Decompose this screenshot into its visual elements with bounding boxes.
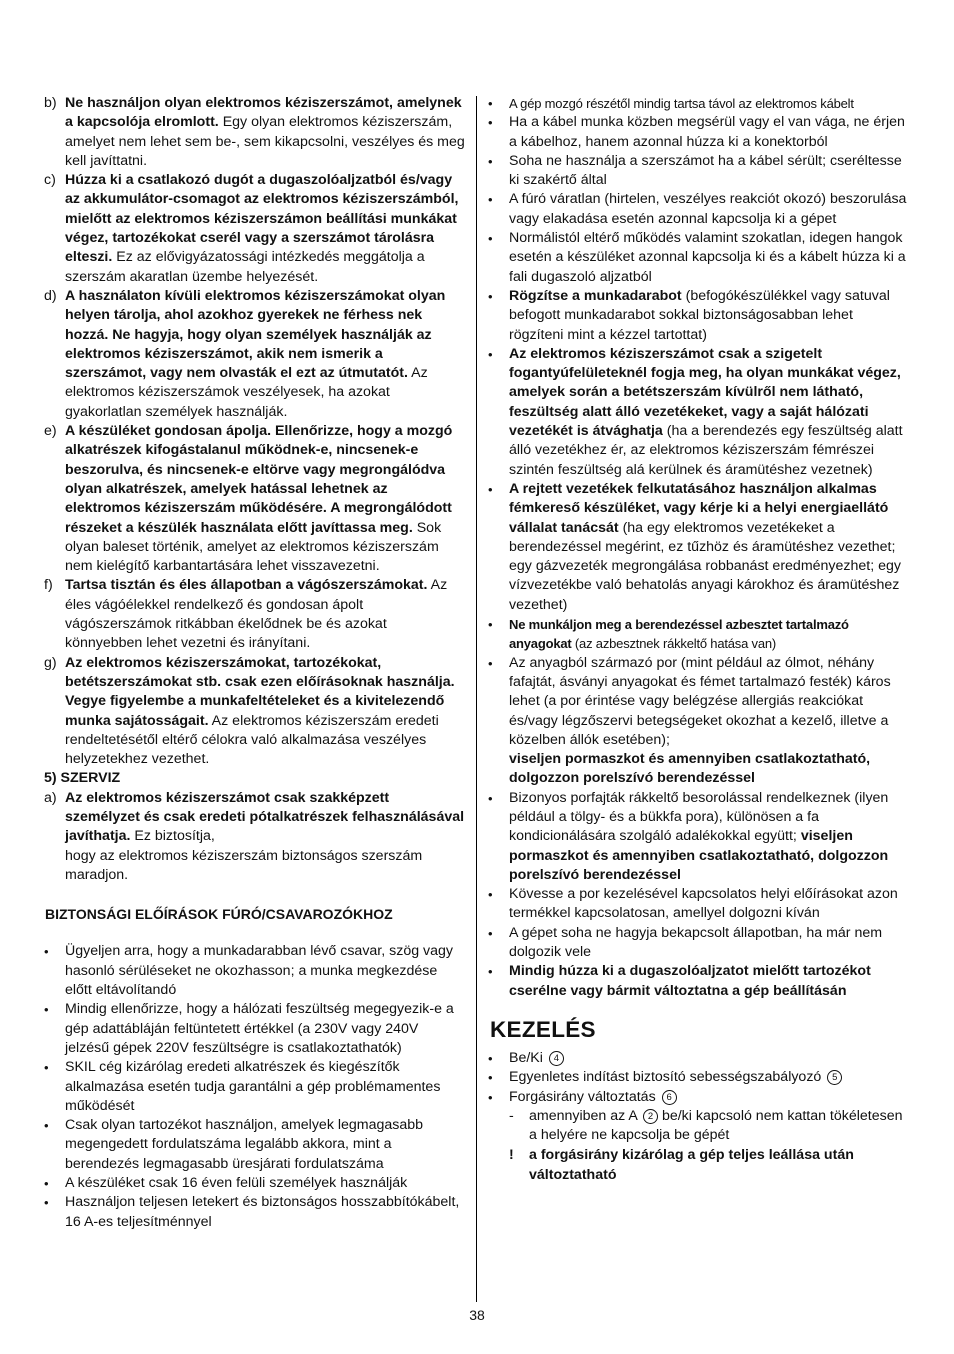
list-item-text: Ha a kábel munka közben megsérül vagy el van vága, ne érjen a kábelhoz, hanem azonnal húzza ki a konektorból [509, 114, 905, 150]
list-item-text: A fúró váratlan (hirtelen, veszélyes reakciót okozó) beszorulása vagy elakadása esetén azonnal kapcsolja ki a gépet [509, 191, 907, 227]
sub-item-text-2: be/ki kapcsoló nem kattan tökéletesen a helyére ne kapcsolja be gépét [529, 1107, 903, 1144]
list-item [44, 1116, 466, 1174]
service-heading: 5) SZERVIZ [44, 770, 121, 787]
list-item-text: Normálistól eltérő működés valamint szokatlan, idegen hangok esetén a készüléket azonnal kapcsolja ki és a kábelt húzza ki a fali dugaszoló aljzatból [509, 230, 906, 285]
list-item-text: Használjon teljesen letekert és biztonságos hosszabbítókábelt, 16 A-es teljesítménnyel [65, 1194, 460, 1230]
list-item [488, 287, 910, 345]
item-marker: g) [44, 654, 57, 671]
list-item-text: Bizonyos porfajták rákkeltő besorolással rendelkeznek (ilyen például a tölgy- és a bükkfa pora), különösen a fa kondicionálására szolgáló adalékokkal együtt; [509, 789, 889, 845]
item-a-bold: Az elektromos kéziszerszámot csak szakképzett személyzet és csak eredeti pótalkatrészek felhasználásával javíthatja. [65, 789, 465, 845]
bullet-glyph: • [488, 96, 493, 111]
list-item [488, 962, 910, 1001]
item-e-text: Sok olyan baleset történik, amelyet az elektromos kéziszerszám nem kielégítő karbantartására lehet visszavezetni. [65, 519, 442, 575]
warning-item [488, 1146, 910, 1185]
list-item-text: (ha egy elektromos vezetékeket a berendezéssel megérint, ez tűzhöz és áramütéshez vezethet; egy gázvezeték megrongálása robbanást eredményezhet; egy vízvezetékbe való behatolás anyagi károkhoz és áramütéshez vezethet) [509, 519, 901, 613]
bullet-glyph: • [44, 1176, 49, 1192]
list-item-d [44, 287, 466, 422]
drill-safety-list [44, 942, 466, 1231]
list-item-text: Egyenletes indítást biztosító sebességszabályozó [509, 1069, 822, 1086]
callout-number: 2 [643, 1109, 658, 1124]
bullet-glyph: • [488, 925, 493, 941]
list-item-bold: Rögzítse a munkadarabot [509, 287, 682, 304]
list-item-bold: Mindig húzza ki a dugaszolóaljzatot mielőtt tartozékot cserélne vagy bármit változtatna a gép beállításán [509, 963, 871, 999]
column-divider [476, 96, 477, 1302]
list-item [488, 1068, 910, 1087]
list-item-text: (befogókészülékkel vagy satuval befogott munkadarabot sokkal biztonságosabban lehet rögzíteni mint a kézzel tartottat) [509, 287, 890, 343]
list-item [488, 789, 910, 885]
bullet-glyph: • [488, 481, 493, 497]
bullet-glyph: • [488, 115, 493, 131]
list-item [488, 654, 910, 789]
list-item-b [44, 94, 466, 171]
list-item-bold: viseljen pormaszkot és amennyiben csatlakoztatható, dolgozzon porelszívó berendezéssel [509, 828, 889, 883]
list-item-bold: Ne munkáljon meg a berendezéssel azbesztet tartalmazó anyagokat [509, 617, 849, 652]
list-item-text: Mindig ellenőrizze, hogy a hálózati feszültség megegyezik-e a gép adattábláján feltüntetett értékkel (a 230V vagy 240V jelzésű gépek 220V feszültségre is csatlakoztathatók) [65, 1001, 454, 1056]
bullet-glyph: • [488, 887, 493, 903]
list-item-text: Csak olyan tartozékot használjon, amelyek legmagasabb megengedett fordulatszáma legalább akkora, mint a berendezés legmagasabb üresjárati fordulatszáma [65, 1117, 424, 1172]
bullet-glyph: • [44, 1002, 49, 1018]
item-f-bold: Tartsa tisztán és éles állapotban a vágószerszámokat. [65, 577, 428, 594]
list-item-text: SKIL cég kizárólag eredeti alkatrészek és kiegészítők alkalmazása esetén tudja garantálni a gép problémamentes működését [65, 1059, 441, 1114]
item-marker: a) [44, 789, 57, 806]
item-marker: d) [44, 287, 57, 304]
list-item [488, 480, 910, 615]
item-b-text: Egy olyan elektromos kéziszerszám, amelyet nem lehet sem be-, sem kikapcsolni, veszélyes és meg kell javíttatni. [65, 114, 465, 169]
item-c-bold: Húzza ki a csatlakozó dugót a dugaszolóaljzatból és/vagy az akkumulátor-csomagot az elektromos kéziszerszámból, mielőtt az elektromos kéziszerszámon beállítási munkákat végez, tartozékokat cserél vagy a szerszámot tárolásra elteszi. [65, 172, 459, 266]
list-item [44, 942, 466, 1000]
list-item-c [44, 171, 466, 287]
list-item [488, 924, 910, 963]
drill-safety-heading: BIZTONSÁGI ELŐÍRÁSOK FÚRÓ/CSAVAROZÓKHOZ [45, 906, 393, 923]
bullet-glyph: • [488, 231, 493, 247]
list-item-text: A gép mozgó részétől mindig tartsa távol az elektromos kábelt [509, 96, 854, 111]
warning-text: a forgásirány kizárólag a gép teljes leállása után változtatható [529, 1147, 854, 1183]
item-marker: e) [44, 423, 57, 440]
callout-number: 6 [662, 1090, 677, 1105]
list-item-text: Az anyagból származó por (mint például az ólmot, néhány fafajtát, ásványi anyagokat és fémet tartalmazó festék) káros lehet (a por érintése vagy belégzése allergiás reakciókat és/vagy légzőszervi betegségeket okozhat a kezelő, illetve a közelben állók esetében); [509, 654, 891, 748]
left-column [44, 94, 466, 1232]
sub-item [488, 1107, 910, 1146]
list-item [488, 152, 910, 191]
bullet-glyph: • [488, 1050, 493, 1066]
item-b-bold: Ne használjon olyan elektromos kéziszerszámot, amelynek a kapcsolója elromlott. [65, 95, 462, 131]
list-item-a [44, 789, 466, 885]
callout-number: 4 [549, 1051, 564, 1066]
callout-number: 5 [827, 1070, 842, 1085]
item-a-text-2: hogy az elektromos kéziszerszám biztonságos szerszám maradjon. [65, 847, 423, 883]
list-item [488, 615, 910, 654]
list-item-text: (ha a berendezés egy feszültség alatt álló vezetékhez ér, az elektromos kéziszerszám fémrészei szintén feszültség alá kerülnek és áramütéshez vezetnek) [509, 423, 903, 478]
list-item-text: (az azbesztnek rákkeltő hatása van) [571, 636, 777, 652]
list-item-bold: Az elektromos kéziszerszámot csak a szigetelt fogantyúfelületeknél fogja meg, ha olyan munkákat végez, amelyek során a betétszerszám kívülről nem látható, feszültség alatt álló vezetékeket, vagy a saját hálózati vezetékét is átvághatja [509, 345, 901, 440]
list-item-text: A készüléket csak 16 éven felüli személyek használják [65, 1175, 408, 1192]
list-item [488, 229, 910, 287]
list-item [488, 190, 910, 229]
warning-glyph: ! [509, 1147, 514, 1164]
list-item-text: Soha ne használja a szerszámot ha a kábel sérült; cseréltesse ki szakértő által [509, 152, 902, 189]
bullet-glyph: • [488, 1070, 493, 1086]
list-item-bold: A rejtett vezetékek felkutatásához használjon alkalmas fémkereső készüléket, vagy kérje ki a helyi energiaellátó vállalat tanácsát [509, 480, 889, 536]
list-item [44, 1174, 466, 1193]
bullet-glyph: • [488, 617, 493, 633]
list-item [488, 94, 910, 113]
list-item [44, 1193, 466, 1232]
bullet-glyph: • [488, 153, 493, 169]
list-item [44, 1058, 466, 1116]
bullet-glyph: • [488, 655, 493, 671]
page-number: 38 [469, 1307, 485, 1323]
item-f-text: Az éles vágóélekkel rendelkező és gondosan ápolt vágószerszámok ritkábban ékelődnek be és azokat könnyebben lehet vezetni és irányítani. [65, 577, 448, 652]
bullet-glyph: • [488, 964, 493, 980]
bullet-glyph: • [44, 1060, 49, 1076]
list-item-text: Kövesse a por kezelésével kapcsolatos helyi előírásokat azon termékkel kapcsolatosan, amellyel dolgozni kíván [509, 886, 898, 922]
list-item-g [44, 654, 466, 770]
item-marker: f) [44, 577, 53, 594]
item-d-bold: A használaton kívüli elektromos kéziszerszámokat olyan helyen tárolja, ahol azokhoz gyerekek ne férhess nek hozzá. Ne hagyja, hogy olyan személyek használják az elektromos kéziszerszámot, akik nem ismerik a szerszámot, vagy nem olvasták el ezt az útmutatót. [65, 287, 446, 382]
dash-glyph: - [509, 1107, 514, 1124]
list-item [488, 113, 910, 152]
bullet-glyph: • [488, 790, 493, 806]
list-item [44, 1000, 466, 1058]
item-marker: c) [44, 172, 56, 189]
bullet-glyph: • [488, 288, 493, 304]
item-a-text: Ez biztosítja, [130, 828, 215, 845]
list-item-text: Be/Ki [509, 1049, 543, 1066]
bullet-glyph: • [44, 1118, 49, 1134]
item-e-bold: A készüléket gondosan ápolja. Ellenőrizze, hogy a mozgó alkatrészek kifogástalanul működnek-e, nincsenek-e beszorulva, és nincsenek-e eltörve vagy megrongálódva olyan alkatrészek, amelyek hatással lehetnek az elektromos kéziszerszám működésére. A megrongálódott részeket a készülék használata előtt javíttassa meg. [65, 423, 453, 536]
sub-item-text: amennyiben az A [529, 1107, 638, 1124]
section-heading-kezeles: KEZELÉS [490, 1016, 596, 1042]
list-item [488, 885, 910, 924]
item-c-text: Ez az elővigyázatossági intézkedés meggátolja a szerszám akaratlan üzembe helyezését. [65, 249, 425, 285]
list-item [488, 1049, 910, 1068]
list-item [488, 1088, 910, 1107]
bullet-glyph: • [488, 192, 493, 208]
right-column [488, 94, 910, 1185]
list-item-text: A gépet soha ne hagyja bekapcsolt állapotban, ha már nem dolgozik vele [509, 924, 883, 961]
item-marker: b) [44, 95, 57, 111]
item-g-bold: Az elektromos kéziszerszámokat, tartozékokat, betétszerszámokat stb. csak ezen előírásoknak használja. Vegye figyelembe a munkafeltételeket és a kivitelezendő munka sajátosságait. [65, 654, 455, 729]
list-item-e [44, 422, 466, 576]
list-item [488, 345, 910, 480]
bullet-glyph: • [488, 1089, 493, 1105]
list-item-text: Forgásirány változtatás [509, 1088, 656, 1105]
list-item-bold: viseljen pormaszkot és amennyiben csatlakoztatható, dolgozzon porelszívó berendezéssel [509, 751, 871, 787]
list-item-text: Ügyeljen arra, hogy a munkadarabban lévő csavar, szög vagy hasonló sérüléseket ne okozhasson; a munka megkezdése előtt eltávolítandó [65, 943, 454, 999]
list-item-f [44, 576, 466, 653]
bullet-glyph: • [488, 346, 493, 362]
item-g-text: Az elektromos kéziszerszám eredeti rendeltetésétől eltérő célokra való alkalmazása veszélyes helyzetekhez vezethet. [65, 712, 439, 768]
bullet-glyph: • [44, 944, 49, 960]
bullet-glyph: • [44, 1195, 49, 1211]
item-d-text: Az elektromos kéziszerszámok veszélyesek, ha azokat gyakorlatlan személyek használják. [65, 365, 428, 420]
